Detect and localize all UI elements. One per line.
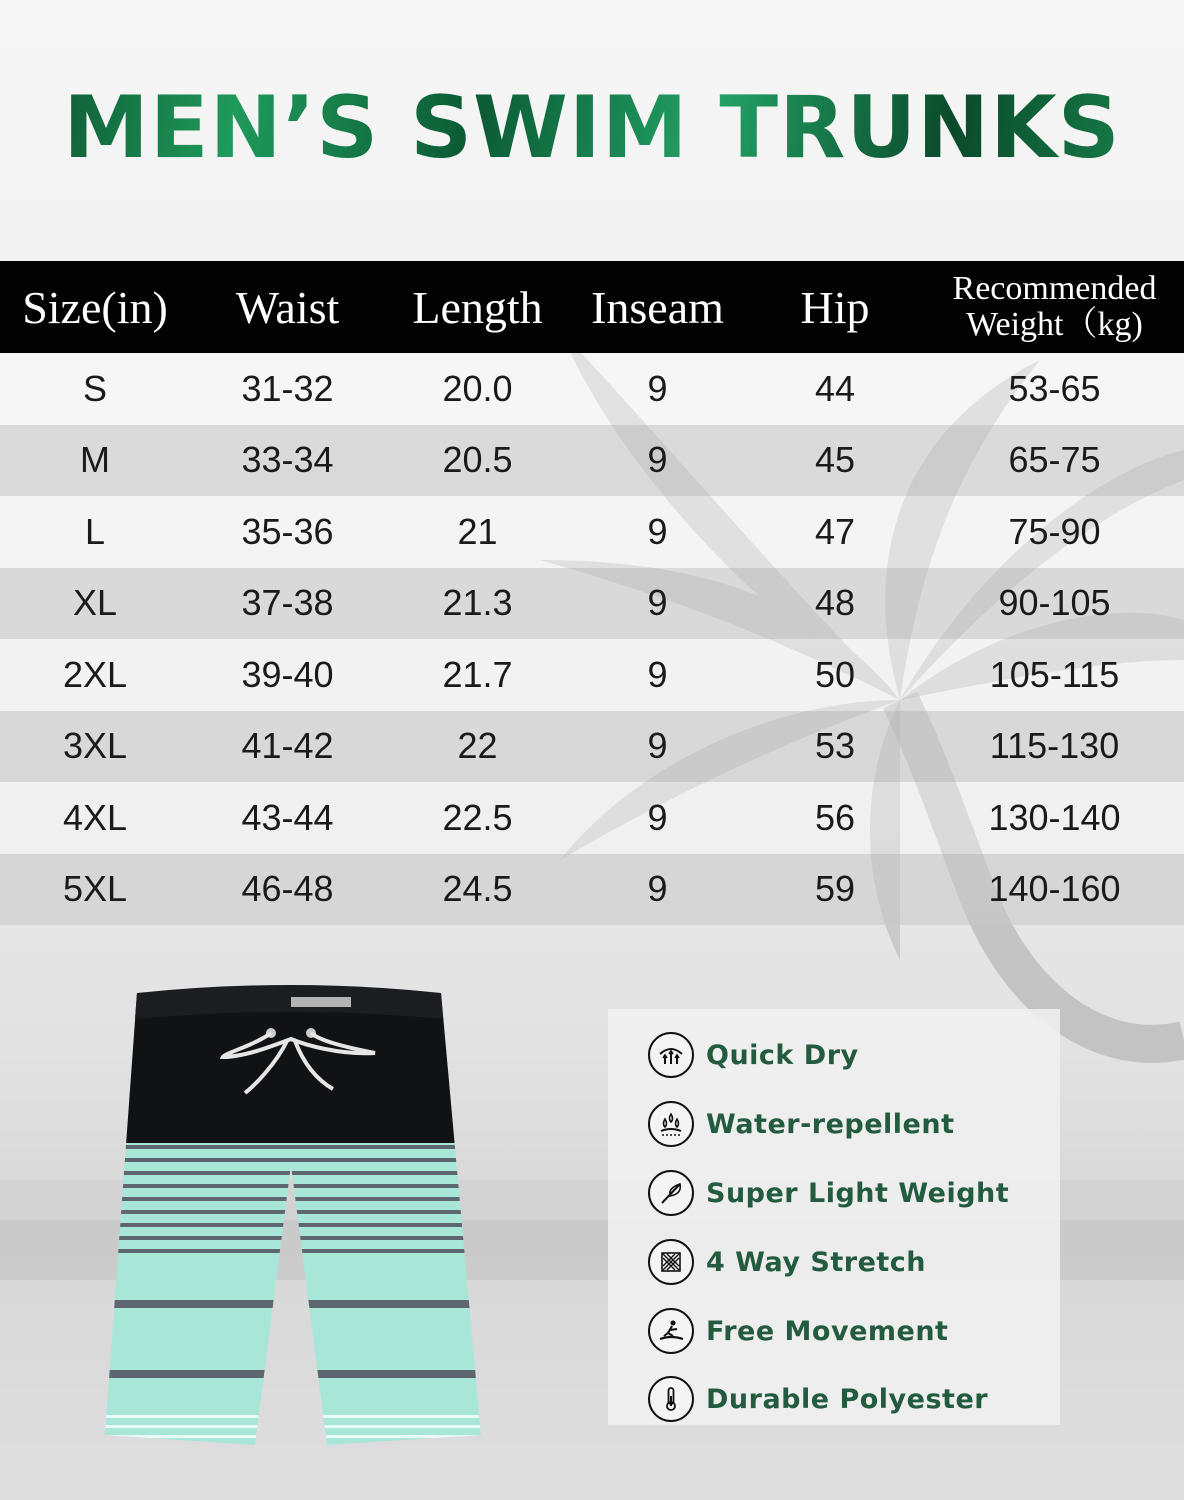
feature-label: 4 Way Stretch: [706, 1246, 927, 1278]
swim-trunks-image: [105, 975, 505, 1455]
header-recommended-line: Recommended: [952, 270, 1157, 307]
feature-label: Water-repellent: [706, 1108, 955, 1140]
cell-hip: 59: [814, 868, 856, 910]
cell-weight: 105-115: [989, 653, 1120, 695]
cell-size: 4XL: [62, 796, 128, 838]
header-hip: Hip: [800, 281, 870, 333]
table-row: [0, 711, 1184, 783]
header-recommended-weight: [925, 271, 1184, 343]
cell-inseam: 9: [647, 439, 668, 481]
features-panel: [608, 1009, 1060, 1425]
cell-inseam: 9: [647, 510, 668, 552]
cell-hip: 47: [814, 510, 856, 552]
table-row: [0, 854, 1184, 926]
cell-hip: 45: [814, 439, 856, 481]
table-row: [0, 425, 1184, 497]
cell-inseam: 9: [647, 868, 668, 910]
feature-label: Super Light Weight: [706, 1177, 1010, 1209]
header-waist: Waist: [235, 281, 340, 333]
header-length: Length: [412, 281, 543, 333]
cell-size: L: [84, 510, 106, 552]
feather-icon: [648, 1170, 694, 1216]
cell-hip: 44: [814, 367, 856, 409]
cell-size: S: [82, 367, 107, 409]
cell-size: XL: [72, 582, 118, 624]
cell-weight: 130-140: [988, 796, 1121, 838]
feature-quick-dry: [648, 1027, 859, 1083]
feature-label: Quick Dry: [706, 1039, 859, 1071]
cell-length: 20.5: [442, 439, 513, 481]
table-row: [0, 782, 1184, 854]
table-row: [0, 639, 1184, 711]
cell-hip: 53: [814, 725, 856, 767]
cell-size: 3XL: [62, 725, 128, 767]
cell-hip: 56: [814, 796, 856, 838]
feature-label: Free Movement: [706, 1315, 949, 1347]
page-title: MEN’S SWIM TRUNKS: [0, 78, 1184, 178]
cell-inseam: 9: [647, 582, 668, 624]
table-row: [0, 568, 1184, 640]
header-inseam: Inseam: [591, 281, 724, 333]
cell-length: 21: [457, 510, 498, 552]
cell-hip: 50: [814, 653, 856, 695]
feature-light-weight: [648, 1165, 1009, 1221]
feature-water-repellent: [648, 1096, 955, 1152]
cell-weight: 140-160: [988, 868, 1121, 910]
cell-weight: 65-75: [1008, 439, 1101, 481]
table-row: [0, 353, 1184, 425]
cell-length: 22: [457, 725, 498, 767]
water-drops-icon: [648, 1101, 694, 1147]
cell-waist: 37-38: [241, 582, 334, 624]
cell-inseam: 9: [647, 796, 668, 838]
cell-inseam: 9: [647, 653, 668, 695]
feature-free-movement: [648, 1303, 948, 1359]
cell-size: 2XL: [62, 653, 128, 695]
stretch-fabric-icon: [648, 1239, 694, 1285]
cell-waist: 41-42: [241, 725, 334, 767]
cell-waist: 31-32: [241, 367, 334, 409]
table-header: [0, 261, 1184, 353]
cell-length: 24.5: [442, 868, 513, 910]
cell-size: 5XL: [62, 868, 128, 910]
header-weight-line: Weight（kg): [966, 306, 1143, 343]
thermometer-icon: [648, 1376, 694, 1422]
cell-weight: 53-65: [1008, 367, 1101, 409]
cell-hip: 48: [814, 582, 856, 624]
cell-waist: 33-34: [241, 439, 334, 481]
cell-weight: 90-105: [998, 582, 1111, 624]
cell-waist: 39-40: [241, 653, 334, 695]
cell-weight: 115-130: [989, 725, 1120, 767]
cell-waist: 43-44: [241, 796, 334, 838]
surfer-icon: [648, 1308, 694, 1354]
size-chart-table: [0, 261, 1184, 925]
table-row: [0, 496, 1184, 568]
cell-length: 20.0: [442, 367, 513, 409]
cell-length: 21.7: [442, 653, 513, 695]
cell-waist: 35-36: [241, 510, 334, 552]
feature-4-way-stretch: [648, 1234, 926, 1290]
header-size: Size(in): [22, 281, 168, 333]
cell-waist: 46-48: [241, 868, 334, 910]
cell-length: 21.3: [442, 582, 513, 624]
quick-dry-icon: [648, 1032, 694, 1078]
cell-length: 22.5: [442, 796, 513, 838]
cell-inseam: 9: [647, 725, 668, 767]
feature-label: Durable Polyester: [706, 1383, 989, 1415]
feature-durable-polyester: [648, 1371, 988, 1427]
cell-size: M: [80, 439, 110, 481]
cell-inseam: 9: [647, 367, 668, 409]
cell-weight: 75-90: [1008, 510, 1101, 552]
